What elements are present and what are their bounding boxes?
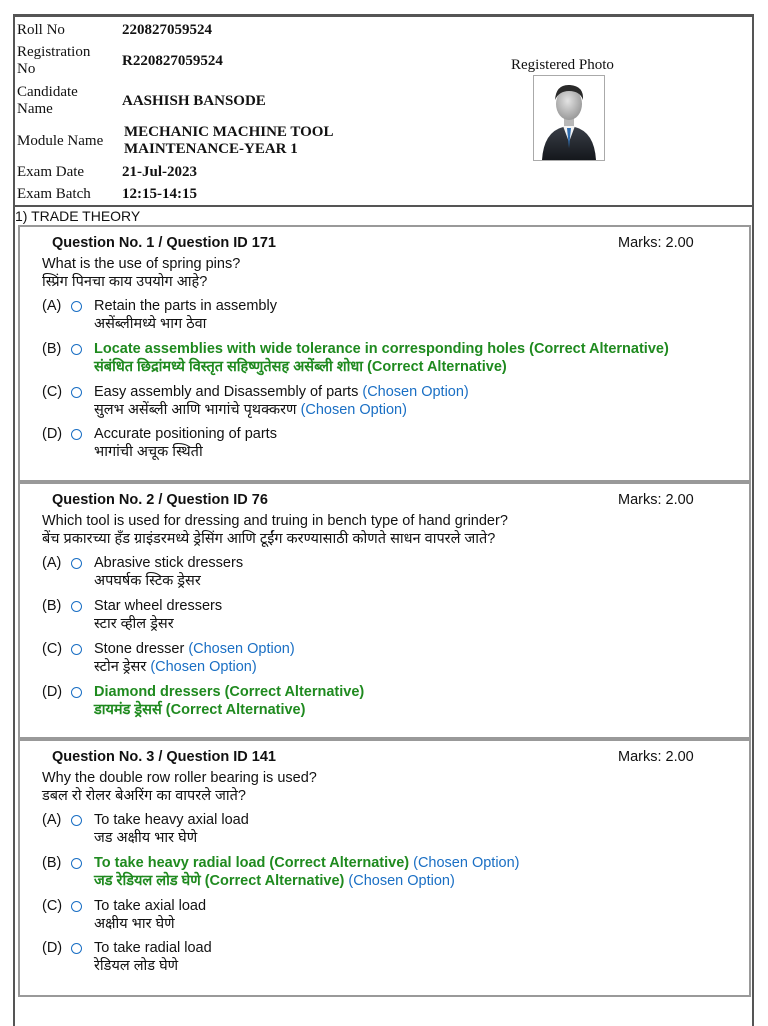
correct-alternative-tag: (Correct Alternative) [165, 702, 306, 718]
option-d[interactable]: (D) Accurate positioning of parts भागांची अचूक स्थिती [42, 426, 277, 460]
radio-icon[interactable] [71, 558, 82, 569]
chosen-option-tag: (Chosen Option) [362, 384, 469, 400]
candidate-name-row [17, 84, 266, 118]
option-a[interactable]: (A) To take heavy axial load जड अक्षीय भार घेणे [42, 812, 249, 846]
question-card-2 [18, 482, 751, 739]
question-marks: Marks: 2.00 [618, 749, 694, 765]
question-marks: Marks: 2.00 [618, 492, 694, 508]
option-c[interactable]: (C) Easy assembly and Disassembly of parts (Chosen Option) सुलभ असेंब्ली आणि भागांचे पृथक्करण (Chosen Option) [42, 384, 469, 418]
option-c[interactable]: (C) Stone dresser (Chosen Option) स्टोन ड्रेसर (Chosen Option) [42, 641, 295, 675]
question-text: Which tool is used for dressing and truing in bench type of hand grinder? बेंच प्रकारच्या हँड ग्राइंडरमध्ये ड्रेसिंग आणि टूईंग करण्यासाठी कोणते साधन वापरले जाते? [42, 513, 508, 547]
registration-value: R220827059524 [122, 53, 223, 69]
correct-alternative-tag: (Correct Alternative) [224, 684, 365, 700]
candidate-name-value: AASHISH BANSODE [122, 93, 266, 109]
question-header: Question No. 3 / Question ID 141 [52, 749, 276, 765]
chosen-option-tag: (Chosen Option) [150, 659, 257, 675]
option-b[interactable]: (B) Locate assemblies with wide tolerance in corresponding holes (Correct Alternative) संबंधित छिद्रांमध्ये विस्तृत सहिष्णुतेसह असेंब्ली शोधा (Correct Alternative) [42, 341, 669, 375]
radio-icon[interactable] [71, 344, 82, 355]
response-sheet [13, 14, 754, 1026]
radio-icon[interactable] [71, 429, 82, 440]
option-d[interactable]: (D) Diamond dressers (Correct Alternative) डायमंड ड्रेसर्स (Correct Alternative) [42, 684, 365, 718]
section-title: 1) TRADE THEORY [15, 208, 141, 224]
option-c[interactable]: (C) To take axial load अक्षीय भार घेणे [42, 898, 207, 932]
roll-no-row [17, 22, 212, 39]
radio-icon[interactable] [71, 601, 82, 612]
exam-batch-row [17, 186, 197, 203]
exam-date-row [17, 164, 197, 181]
option-b[interactable]: (B) Star wheel dressers स्टार व्हील ड्रेसर [42, 598, 223, 632]
person-avatar-icon [534, 76, 604, 160]
correct-alternative-tag: (Correct Alternative) [529, 341, 669, 357]
module-value: MECHANIC MACHINE TOOL MAINTENANCE-YEAR 1 [124, 124, 334, 157]
question-marks: Marks: 2.00 [618, 235, 694, 251]
chosen-option-tag: (Chosen Option) [348, 873, 455, 889]
question-card-3 [18, 739, 751, 997]
chosen-option-tag: (Chosen Option) [300, 402, 407, 418]
option-b[interactable]: (B) To take heavy radial load (Correct Alternative) (Chosen Option) जड रेडियल लोड घेणे (Correct Alternative) (Chosen Option) [42, 855, 520, 889]
roll-no-label: Roll No [17, 22, 65, 38]
exam-batch-value: 12:15-14:15 [122, 186, 197, 202]
registration-row [17, 44, 223, 78]
candidate-name-label: Candidate Name [17, 84, 78, 117]
radio-icon[interactable] [71, 387, 82, 398]
registered-photo [533, 75, 605, 161]
radio-icon[interactable] [71, 301, 82, 312]
radio-icon[interactable] [71, 687, 82, 698]
radio-icon[interactable] [71, 815, 82, 826]
option-a[interactable]: (A) Abrasive stick dressers अपघर्षक स्टिक ड्रेसर [42, 555, 244, 589]
correct-alternative-tag: (Correct Alternative) [204, 873, 345, 889]
candidate-info [15, 17, 752, 207]
option-a[interactable]: (A) Retain the parts in assembly असेंब्लीमध्ये भाग ठेवा [42, 298, 277, 332]
question-header: Question No. 2 / Question ID 76 [52, 492, 268, 508]
radio-icon[interactable] [71, 943, 82, 954]
registered-photo-label: Registered Photo [511, 57, 614, 73]
chosen-option-tag: (Chosen Option) [188, 641, 295, 657]
question-card-1 [18, 225, 751, 482]
radio-icon[interactable] [71, 644, 82, 655]
correct-alternative-tag: (Correct Alternative) [269, 855, 410, 871]
question-text: What is the use of spring pins? स्प्रिंग पिनचा काय उपयोग आहे? [42, 256, 241, 290]
roll-no-value: 220827059524 [122, 22, 212, 38]
correct-alternative-tag: (Correct Alternative) [367, 359, 507, 375]
exam-date-value: 21-Jul-2023 [122, 164, 197, 180]
question-header: Question No. 1 / Question ID 171 [52, 235, 276, 251]
registration-label: Registration No [17, 44, 91, 77]
radio-icon[interactable] [71, 858, 82, 869]
exam-date-label: Exam Date [17, 164, 85, 180]
module-row [17, 124, 333, 158]
module-label: Module Name [17, 133, 104, 149]
option-d[interactable]: (D) To take radial load रेडियल लोड घेणे [42, 940, 212, 974]
radio-icon[interactable] [71, 901, 82, 912]
exam-batch-label: Exam Batch [17, 186, 91, 202]
chosen-option-tag: (Chosen Option) [413, 855, 520, 871]
question-text: Why the double row roller bearing is used? डबल रो रोलर बेअरिंग का वापरले जाते? [42, 770, 317, 804]
